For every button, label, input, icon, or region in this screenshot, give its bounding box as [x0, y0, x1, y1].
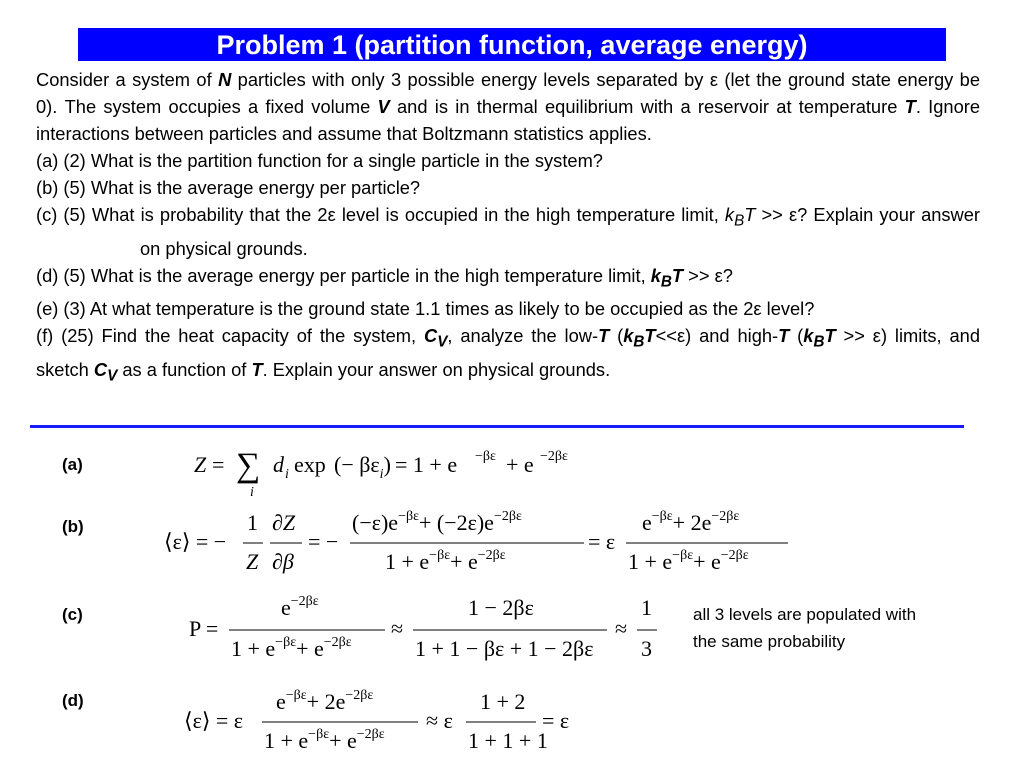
eq-c-den3: 3	[641, 636, 652, 661]
eq-a-d: d	[273, 452, 284, 477]
equation-d	[180, 682, 600, 757]
eq-a-Z: Z	[194, 452, 207, 477]
eq-b-dZ: ∂Z	[272, 510, 296, 535]
question-a: (a) (2) What is the partition function for a single particle in the system?	[36, 150, 603, 171]
eq-d-den: $1 + e^{-\beta\varepsilon}+ e^{-2\beta\varepsilon}$	[264, 727, 385, 753]
question-c: (c) (5) What is probability that the 2ε level is occupied in the high temperature limit, $k_BT >> \varepsilon$? Explain your answer on physical grounds.	[36, 204, 981, 259]
question-f: (f) (25) Find the heat capacity of the system, $C_V$, analyze the low-T $(k_BT<<\varepsilon)$ and high-T $(k_BT >> \varepsilon)$ limits, and sketch $C_V$ as a function of T. Explain your answer on physical grounds.	[36, 325, 981, 385]
page-title: Problem 1 (partition function, average energy)	[78, 28, 946, 61]
eq-d-approx: ≈ ε	[426, 708, 453, 733]
eq-a-rhs: = 1 + e	[395, 452, 458, 477]
eq-a-index: i	[250, 485, 254, 500]
equation-b	[160, 503, 810, 578]
question-b: (b) (5) What is the average energy per particle?	[36, 177, 421, 198]
eq-a-exp2: −2βε	[540, 449, 568, 464]
eq-b-eqminus: = −	[308, 529, 339, 554]
eq-a-exp1: −βε	[475, 449, 496, 464]
eq-c-den2: 1 + 1 − βε + 1 − 2βε	[415, 636, 594, 661]
divider-line	[30, 425, 964, 428]
eq-d-eq: = ε	[542, 708, 570, 733]
label-c: (c)	[62, 605, 83, 624]
eq-c-approx: ≈	[391, 616, 404, 641]
eq-c-den: $1 + e^{-\beta\varepsilon}+ e^{-2\beta\varepsilon}$	[231, 635, 352, 661]
eq-b-num2: $e^{-\beta\varepsilon}+ 2e^{-2\beta\varepsilon}$	[642, 509, 740, 535]
eq-d-lhs: ⟨ε⟩ = ε	[184, 708, 244, 733]
eq-c-approx2: ≈	[615, 616, 628, 641]
equation-c	[185, 590, 675, 665]
question-d: (d) (5) What is the average energy per particle in the high temperature limit, $k_BT >> \varepsilon$?	[36, 264, 733, 291]
note-c-line2: the same probability	[693, 632, 846, 651]
eq-b-dbeta: ∂β	[272, 549, 294, 574]
eq-c-num3: 1	[641, 595, 652, 620]
eq-d-num: $e^{-\beta\varepsilon}+ 2e^{-2\beta\varepsilon}$	[276, 688, 374, 714]
eq-b-num: $(-\varepsilon)e^{-\beta\varepsilon}+ (-2\varepsilon)e^{-2\beta\varepsilon}$	[352, 509, 522, 535]
eq-a-equals: =	[212, 452, 225, 477]
eq-a-plus: + e	[506, 452, 534, 477]
label-d: (d)	[62, 691, 84, 710]
note-c	[693, 601, 916, 655]
summation-icon: ∑	[236, 447, 261, 484]
eq-b-eq-eps: = ε	[588, 529, 616, 554]
equation-a	[190, 440, 610, 500]
problem-statement	[36, 66, 980, 390]
note-c-line1: all 3 levels are populated with	[693, 605, 917, 624]
eq-b-lhs: ⟨ε⟩ = −	[164, 529, 227, 554]
eq-c-P: P =	[189, 616, 219, 641]
eq-a-arg: (− $\beta\varepsilon_i$)	[334, 452, 391, 482]
eq-d-den2: 1 + 1 + 1	[468, 728, 548, 753]
label-a: (a)	[62, 455, 83, 474]
eq-c-num2: 1 − 2βε	[468, 595, 534, 620]
label-b: (b)	[62, 517, 84, 536]
eq-a-exp: exp	[294, 452, 326, 477]
eq-d-num2: 1 + 2	[480, 689, 526, 714]
eq-b-one: 1	[247, 510, 258, 535]
question-e: (e) (3) At what temperature is the ground state 1.1 times as likely to be occupied as the 2ε level?	[36, 298, 815, 320]
eq-a-d-sub: i	[285, 467, 289, 482]
eq-b-den: $1 + e^{-\beta\varepsilon}+ e^{-2\beta\varepsilon}$	[385, 548, 506, 574]
eq-b-Z: Z	[246, 549, 259, 574]
eq-c-num: $e^{-2\beta\varepsilon}$	[281, 594, 319, 620]
intro-paragraph: Consider a system of N particles with only 3 possible energy levels separated by ε (let the ground state energy be 0). The system occupies a fixed volume V and is in thermal equilibrium with a reservoir at temperature T. Ignore interactions between particles and assume that Boltzmann statistics applies.	[36, 69, 981, 144]
eq-b-den2: $1 + e^{-\beta\varepsilon}+ e^{-2\beta\varepsilon}$	[628, 548, 749, 574]
